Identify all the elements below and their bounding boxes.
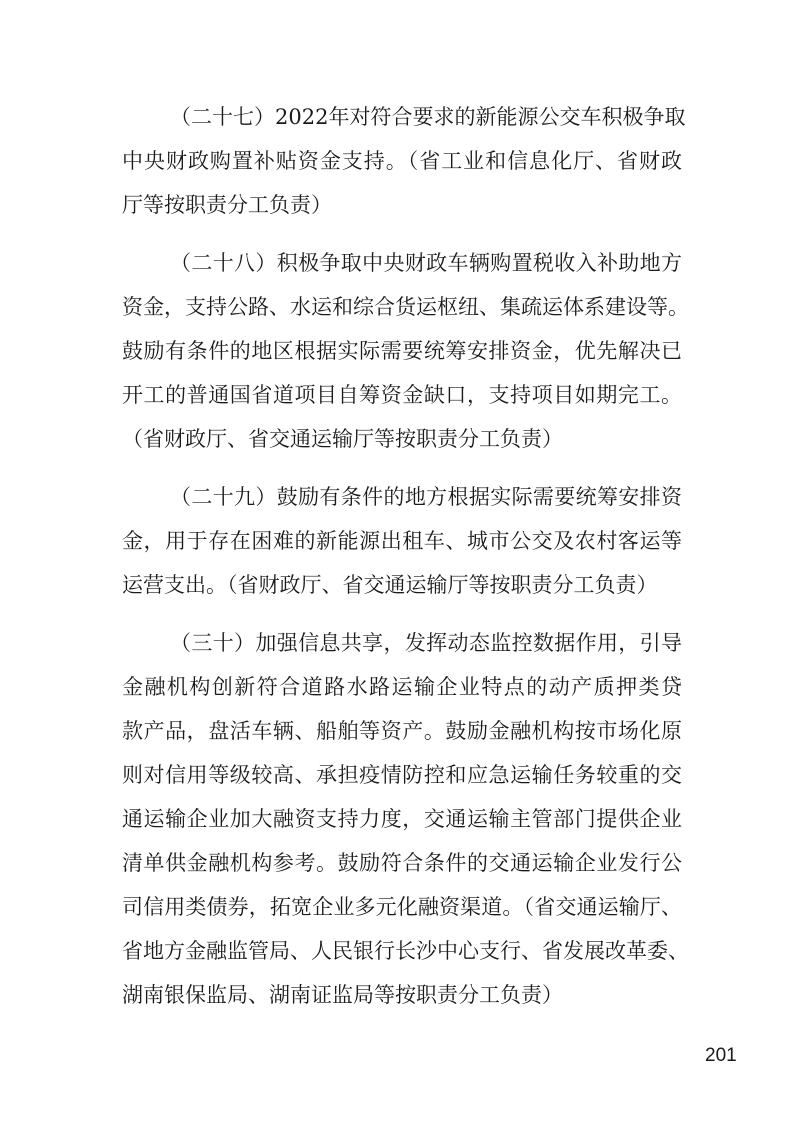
page-number: 201 bbox=[705, 1045, 737, 1066]
paragraph-27-line-2: 中央财政购置补贴资金支持。（省工业和信息化厅、省财政 bbox=[122, 149, 682, 173]
paragraph-29-line-1: （二十九）鼓励有条件的地方根据实际需要统筹安排资 bbox=[170, 485, 682, 509]
paragraph-27-line-3: 厅等按职责分工负责） bbox=[122, 193, 332, 217]
paragraph-30-line-8: 省地方金融监管局、人民银行长沙中心支行、省发展改革委、 bbox=[122, 939, 689, 963]
paragraph-30-line-9: 湖南银保监局、湖南证监局等按职责分工负责） bbox=[122, 983, 563, 1007]
paragraph-28-line-4: 开工的普通国省道项目自筹资金缺口，支持项目如期完工。 bbox=[122, 383, 682, 407]
paragraph-29-line-3: 运营支出。（省财政厅、省交通运输厅等按职责分工负责） bbox=[122, 573, 658, 597]
paragraph-30-line-1: （三十）加强信息共享，发挥动态监控数据作用，引导 bbox=[170, 631, 682, 655]
paragraph-30-line-3: 款产品，盘活车辆、船舶等资产。鼓励金融机构按市场化原 bbox=[122, 719, 682, 743]
paragraph-30-line-2: 金融机构创新符合道路水路运输企业特点的动产质押类贷 bbox=[122, 675, 682, 699]
paragraph-29-line-2: 金，用于存在困难的新能源出租车、城市公交及农村客运等 bbox=[122, 529, 682, 553]
paragraph-30-line-6: 清单供金融机构参考。鼓励符合条件的交通运输企业发行公 bbox=[122, 851, 682, 875]
paragraph-28-line-2: 资金，支持公路、水运和综合货运枢纽、集疏运体系建设等。 bbox=[122, 295, 689, 319]
paragraph-30-line-7: 司信用类债券，拓宽企业多元化融资渠道。（省交通运输厅、 bbox=[122, 895, 682, 919]
paragraph-30-line-5: 通运输企业加大融资支持力度，交通运输主管部门提供企业 bbox=[122, 807, 682, 831]
paragraph-28-line-1: （二十八）积极争取中央财政车辆购置税收入补助地方 bbox=[170, 251, 682, 275]
paragraph-28-line-5: （省财政厅、省交通运输厅等按职责分工负责） bbox=[122, 427, 563, 451]
paragraph-28-line-3: 鼓励有条件的地区根据实际需要统筹安排资金，优先解决已 bbox=[122, 339, 682, 363]
paragraph-27-line-1: （二十七）2022年对符合要求的新能源公交车积极争取 bbox=[170, 105, 686, 129]
paragraph-30-line-4: 则对信用等级较高、承担疫情防控和应急运输任务较重的交 bbox=[122, 763, 682, 787]
